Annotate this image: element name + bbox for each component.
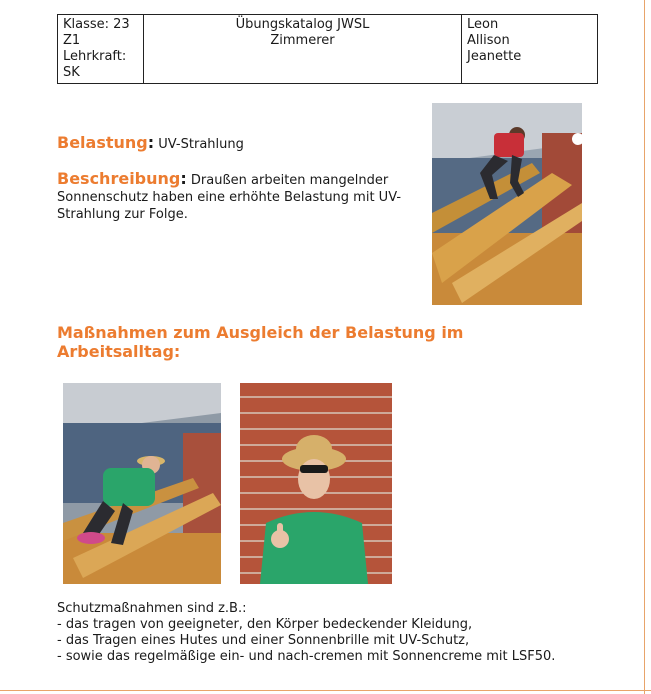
author-name: Leon [467,17,499,32]
belastung-colon: : [147,133,155,152]
header-class-info [58,15,144,84]
beschreibung-paragraph [57,170,417,223]
belastung-value: UV-Strahlung [158,137,244,152]
author-name: Jeanette [467,49,522,64]
class-label: Klasse: 23 [63,17,130,32]
measure-item: - sowie das regelmäßige ein- und nach-cremen mit Sonnencreme mit LSF50. [57,649,556,664]
photo-person-with-sunhat-thumbs-up [240,383,392,584]
page-edge-bottom [0,690,651,691]
catalog-title: Übungskatalog JWSL [235,17,370,32]
class-group: Z1 [63,33,81,48]
author-name: Allison [467,33,510,48]
measures-list [57,601,577,665]
belastung-line [57,134,244,153]
belastung-label: Belastung [57,133,148,152]
page-edge-right [644,0,645,694]
teacher-label: Lehrkraft: [63,49,127,64]
measure-item: - das Tragen eines Hutes und einer Sonnenbrille mit UV-Schutz, [57,633,470,648]
photo-person-on-bench [432,103,582,305]
header-title-cell [144,15,462,84]
measure-item: - das tragen von geeigneter, den Körper bedeckender Kleidung, [57,617,473,632]
measures-heading: Maßnahmen zum Ausgleich der Belastung im Arbeitsalltag: [57,323,464,361]
beschreibung-label: Beschreibung [57,169,181,188]
beschreibung-colon: : [180,169,187,188]
beschreibung-text: Draußen arbeiten mangelnder Sonnenschutz haben eine erhöhte Belastung mit UV-Strahlung zur Folge. [57,173,402,222]
photo-person-with-hat-on-bench [63,383,221,584]
trade-name: Zimmerer [270,33,335,48]
teacher-initials: SK [63,65,80,80]
header-authors [462,15,598,84]
header-table [57,14,598,84]
measures-intro: Schutzmaßnahmen sind z.B.: [57,601,247,616]
